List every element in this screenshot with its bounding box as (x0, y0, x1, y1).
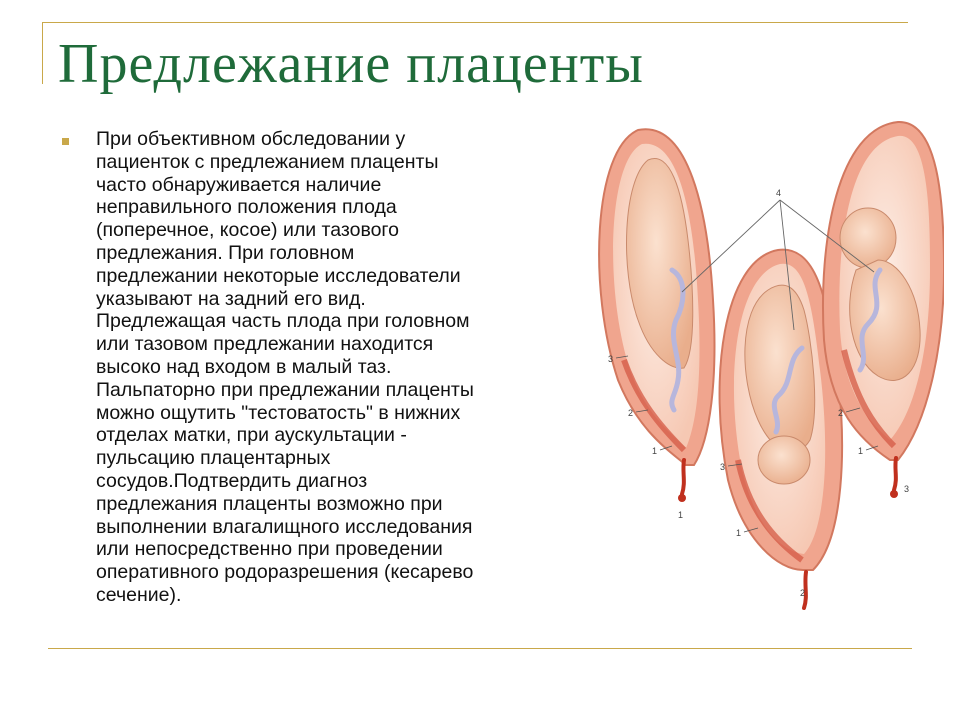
label-right-1: 1 (858, 446, 864, 456)
label-mid-1: 1 (736, 528, 742, 538)
label-right-2: 2 (838, 408, 844, 418)
label-mid-3: 3 (720, 462, 726, 472)
frame-bottom-line (48, 648, 912, 649)
slide-title: Предлежание плаценты (58, 33, 644, 95)
label-left-1a: 1 (652, 446, 658, 456)
frame-top-line (42, 22, 908, 23)
bullet-marker (62, 138, 69, 145)
label-left-1b: 1 (678, 510, 684, 520)
label-top-4: 4 (776, 188, 782, 198)
frame-left-line (42, 22, 43, 84)
illustration-svg (598, 120, 944, 610)
left-uterus-figure (599, 129, 714, 520)
label-mid-2: 2 (800, 588, 806, 598)
bullet-text: При объективном обследовании у пациенток с предлежанием плаценты часто обнаруживается наличие неправильного положения плода (поперечное, косое) или тазового предлежания. При головном предлежании некоторые исследователи указывают на задний его вид. Предлежащая часть плода при головном или тазовом предлежании находится высоко над входом в малый таз. Пальпаторно при предлежании плаценты можно ощутить "тестоватость" в нижних отделах матки, при аускультации - пульсацию плацентарных сосудов.Подтвердить диагноз предлежания плаценты возможно при выполнении влагалищного исследования или непосредственно при проведении оперативного родоразрешения (кесарево сечение). (96, 128, 474, 606)
label-left-3: 3 (608, 354, 614, 364)
placenta-previa-illustration (598, 120, 944, 610)
label-right-3: 3 (904, 484, 910, 494)
label-left-2: 2 (628, 408, 634, 418)
